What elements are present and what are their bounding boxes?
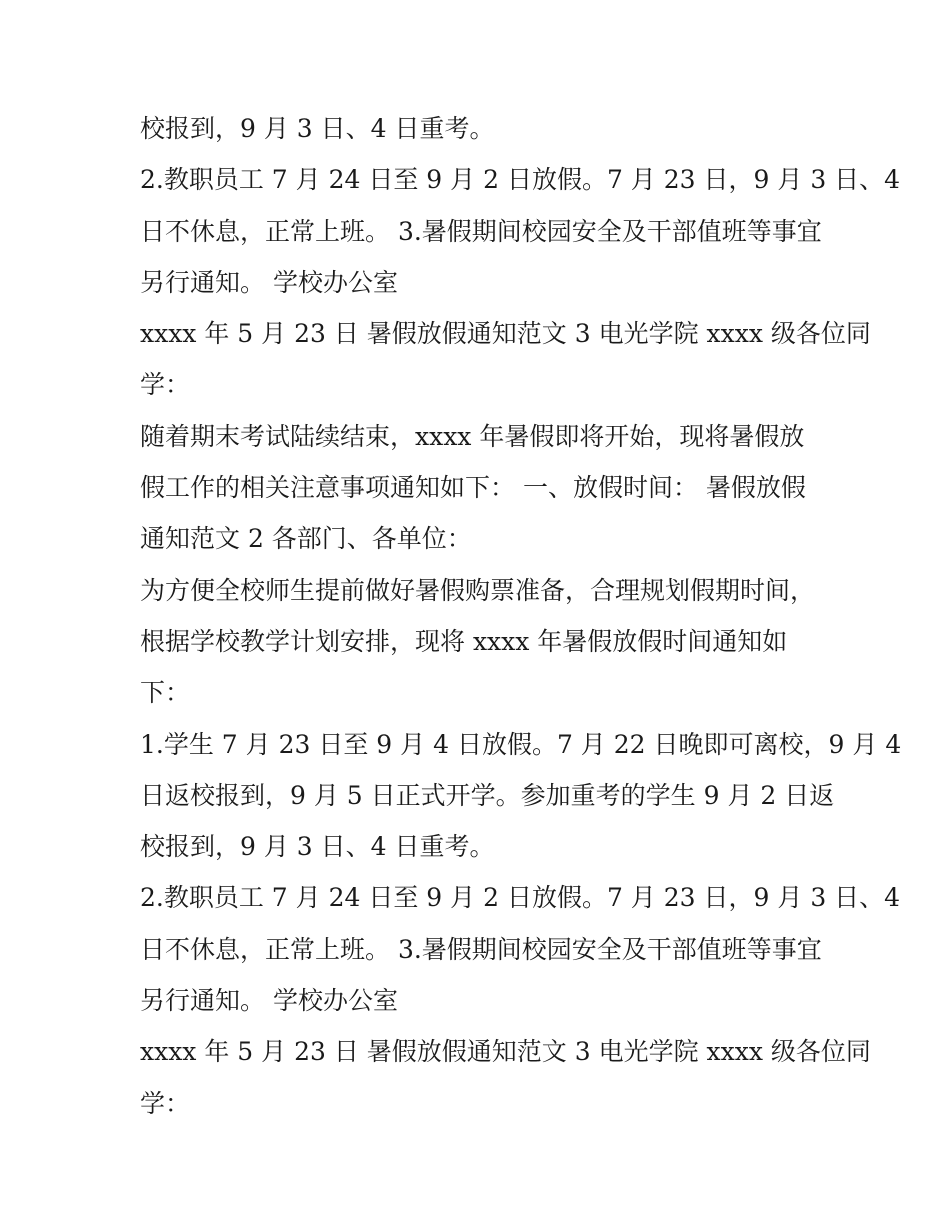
text-line: 日不休息，正常上班。 3.暑假期间校园安全及干部值班等事宜 (140, 216, 822, 246)
text-line: 日返校报到，9 月 5 日正式开学。参加重考的学生 9 月 2 日返 (140, 780, 835, 810)
text-line: 通知范文 2 各部门、各单位： (140, 524, 472, 554)
text-line: 2.教职员工 7 月 24 日至 9 月 2 日放假。7 月 23 日，9 月 3 日、4 (140, 165, 901, 195)
text-line: 另行通知。 学校办公室 (140, 986, 398, 1016)
text-line: 日不休息，正常上班。 3.暑假期间校园安全及干部值班等事宜 (140, 934, 822, 964)
text-line: 1.学生 7 月 23 日至 9 月 4 日放假。7 月 22 日晚即可离校，9 月 4 (140, 729, 902, 759)
text-line: 校报到，9 月 3 日、4 日重考。 (140, 114, 495, 143)
text-line: 2.教职员工 7 月 24 日至 9 月 2 日放假。7 月 23 日，9 月 3 日、4 (140, 883, 901, 913)
text-line: xxxx 年 5 月 23 日 暑假放假通知范文 3 电光学院 xxxx 级各位同 (140, 319, 871, 349)
document-body (140, 103, 902, 1129)
text-line: 随着期末考试陆续结束，xxxx 年暑假即将开始，现将暑假放 (140, 421, 805, 451)
text-line: 根据学校教学计划安排，现将 xxxx 年暑假放假时间通知如 (140, 626, 788, 656)
text-line: xxxx 年 5 月 23 日 暑假放假通知范文 3 电光学院 xxxx 级各位同 (140, 1037, 871, 1067)
text-line: 学： (140, 370, 191, 400)
text-line: 校报到，9 月 3 日、4 日重考。 (140, 832, 495, 862)
text-line: 学： (140, 1088, 191, 1118)
text-line: 为方便全校师生提前做好暑假购票准备，合理规划假期时间， (140, 575, 816, 605)
text-line: 另行通知。 学校办公室 (140, 267, 398, 297)
text-line: 假工作的相关注意事项通知如下： 一、放假时间： 暑假放假 (140, 473, 806, 503)
text-line: 下： (140, 678, 191, 708)
